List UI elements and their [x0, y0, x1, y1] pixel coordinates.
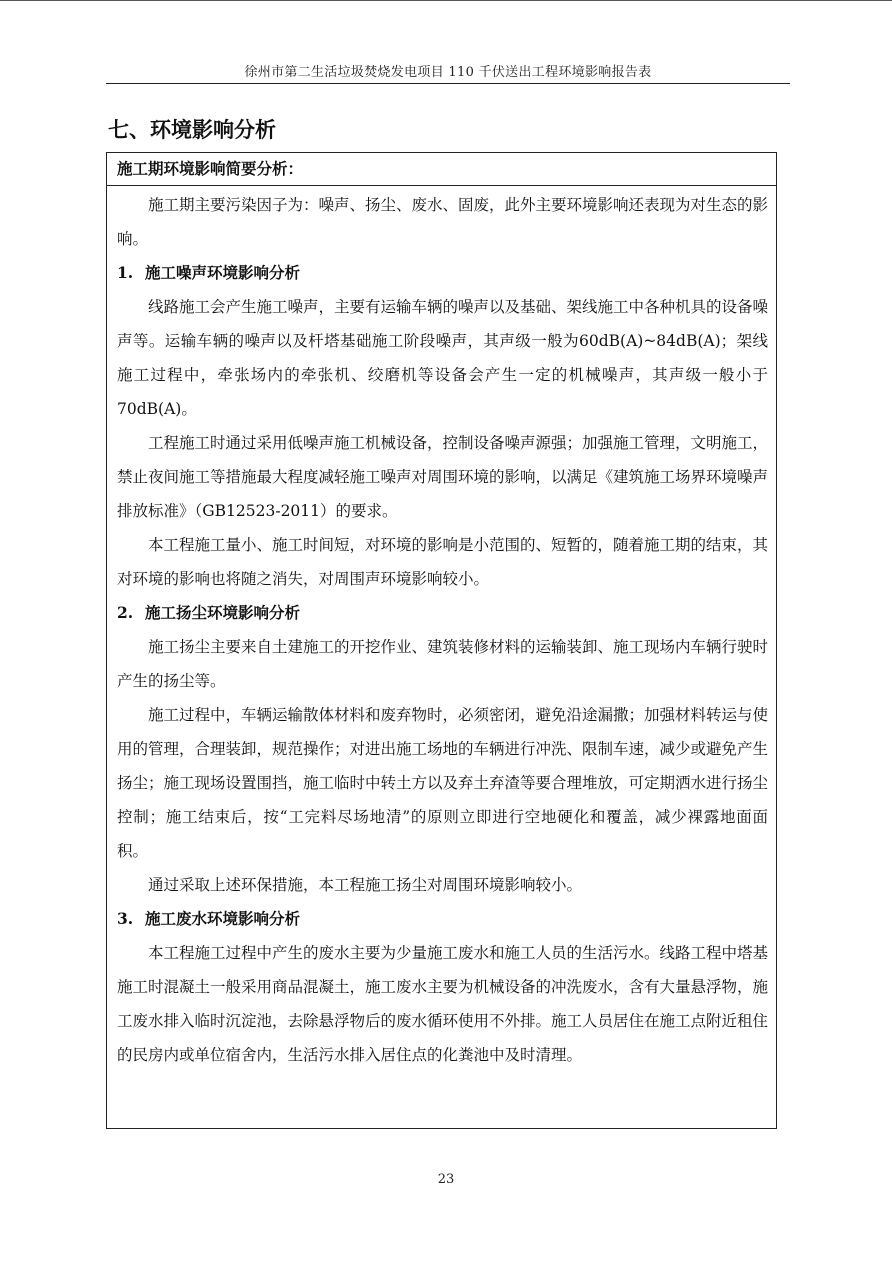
- subsection-number: 3.: [117, 909, 134, 928]
- section-heading: 七、环境影响分析: [108, 118, 276, 142]
- subsection-heading-wastewater: [117, 902, 768, 936]
- page-number: 23: [437, 1172, 455, 1187]
- subsection-title: 施工废水环境影响分析: [145, 909, 301, 928]
- subsection-title: 施工噪声环境影响分析: [145, 263, 301, 282]
- subsection-heading-dust: [117, 596, 768, 630]
- top-border-rule: [0, 0, 892, 1]
- table-body: [107, 186, 776, 1072]
- intro-paragraph: 施工期主要污染因子为：噪声、扬尘、废水、固废，此外主要环境影响还表现为对生态的影响。: [117, 196, 769, 248]
- subsection-number: 2.: [117, 603, 134, 622]
- running-header: 徐州市第二生活垃圾焚烧发电项目 110 千伏送出工程环境影响报告表: [106, 63, 790, 84]
- subsection-title: 施工扬尘环境影响分析: [145, 603, 301, 622]
- dust-paragraph-1: 施工扬尘主要来自土建施工的开挖作业、建筑装修材料的运输装卸、施工现场内车辆行驶时产生的扬尘等。: [117, 638, 769, 690]
- dust-paragraph-3: 通过采取上述环保措施，本工程施工扬尘对周围环境影响较小。: [148, 876, 583, 894]
- noise-paragraph-1: 线路施工会产生施工噪声，主要有运输车辆的噪声以及基础、架线施工中各种机具的设备噪声等。运输车辆的噪声以及杆塔基础施工阶段噪声，其声级一般为60dB(A)~84dB(A)；架线施工过程中，牵张场内的牵张机、绞磨机等设备会产生一定的机械噪声，其声级一般小于 70dB(A)。: [117, 298, 769, 418]
- noise-paragraph-2: 工程施工时通过采用低噪声施工机械设备，控制设备噪声源强；加强施工管理，文明施工，禁止夜间施工等措施最大程度减轻施工噪声对周围环境的影响，以满足《建筑施工场界环境噪声排放标准》（GB12523-2011）的要求。: [117, 434, 769, 520]
- dust-paragraph-2: 施工过程中，车辆运输散体材料和废弃物时，必须密闭，避免沿途漏撒；加强材料转运与使用的管理，合理装卸，规范操作；对进出施工场地的车辆进行冲洗、限制车速，减少或避免产生扬尘；施工现场设置围挡，施工临时中转土方以及弃土弃渣等要合理堆放，可定期洒水进行扬尘控制；施工结束后，按“工完料尽场地清”的原则立即进行空地硬化和覆盖，减少裸露地面面积。: [117, 706, 769, 860]
- table-title: 施工期环境影响简要分析：: [107, 153, 776, 186]
- subsection-number: 1.: [117, 263, 134, 282]
- noise-paragraph-3: 本工程施工量小、施工时间短，对环境的影响是小范围的、短暂的，随着施工期的结束，其对环境的影响也将随之消失，对周围声环境影响较小。: [117, 536, 769, 588]
- wastewater-paragraph-1: 本工程施工过程中产生的废水主要为少量施工废水和施工人员的生活污水。线路工程中塔基施工时混凝土一般采用商品混凝土，施工废水主要为机械设备的冲洗废水，含有大量悬浮物，施工废水排入临时沉淀池，去除悬浮物后的废水循环使用不外排。施工人员居住在施工点附近租住的民房内或单位宿舍内，生活污水排入居住点的化粪池中及时清理。: [117, 944, 769, 1064]
- analysis-table: [106, 152, 777, 1129]
- subsection-heading-noise: [117, 256, 768, 290]
